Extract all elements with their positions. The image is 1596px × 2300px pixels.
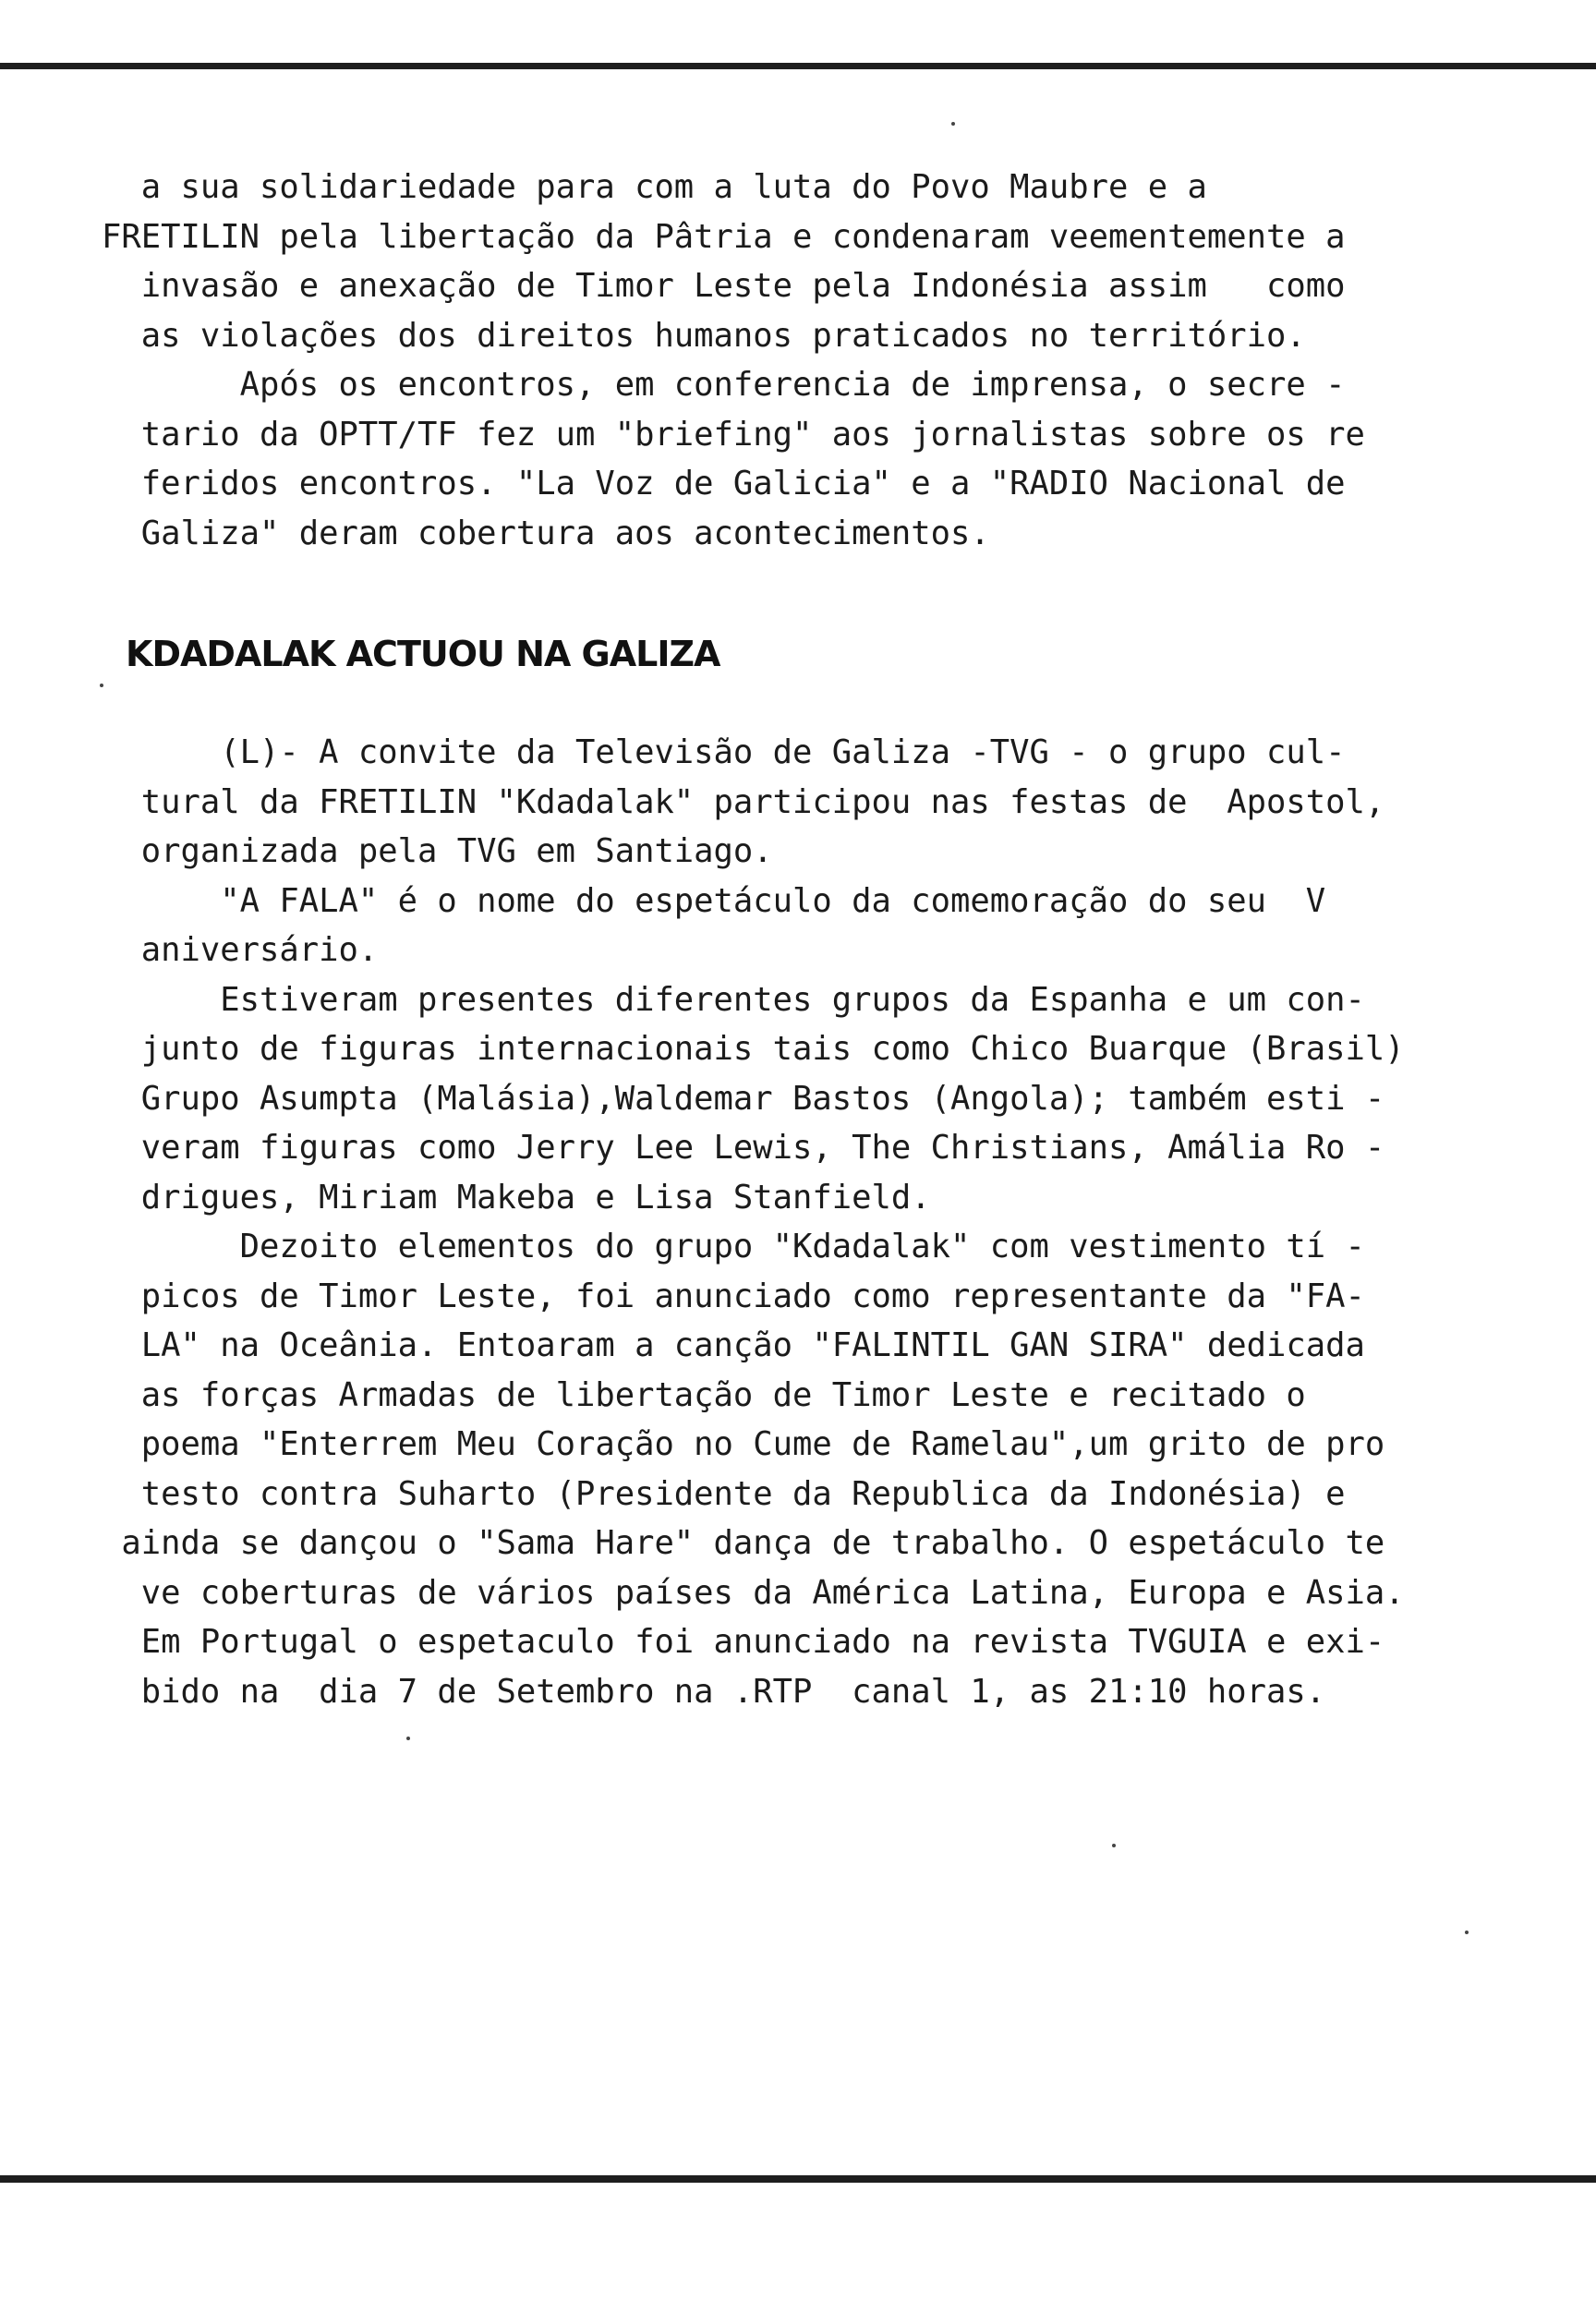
intro-paragraph — [102, 163, 1505, 558]
text-line: poema "Enterrem Meu Coração no Cume de Ramelau",um grito de pro — [102, 1425, 1385, 1463]
text-line: Dezoito elementos do grupo "Kdadalak" com vestimento tí - — [102, 1228, 1365, 1265]
text-line: ve coberturas de vários países da América Latina, Europa e Asia. — [102, 1573, 1405, 1612]
text-line: junto de figuras internacionais tais como Chico Buarque (Brasil) — [102, 1030, 1405, 1068]
text-line: picos de Timor Leste, foi anunciado como representante da "FA- — [102, 1277, 1365, 1315]
text-line: as violações dos direitos humanos praticados no território. — [102, 316, 1306, 355]
text-line: Grupo Asumpta (Malásia),Waldemar Bastos (Angola); também esti - — [102, 1079, 1385, 1118]
top-border-rule — [0, 63, 1596, 69]
scan-speck — [1112, 1844, 1116, 1847]
text-line: drigues, Miriam Makeba e Lisa Stanfield. — [102, 1178, 931, 1217]
text-line: as forças Armadas de libertação de Timor Leste e recitado o — [102, 1375, 1306, 1414]
text-line: testo contra Suharto (Presidente da Republica da Indonésia) e — [102, 1474, 1346, 1513]
text-line: invasão e anexação de Timor Leste pela Indonésia assim como — [102, 267, 1346, 305]
bottom-border-rule — [0, 2175, 1596, 2183]
scan-speck — [1465, 1931, 1469, 1934]
text-line: ainda se dançou o "Sama Hare" dança de trabalho. O espetáculo te — [102, 1524, 1385, 1562]
text-line: a sua solidariedade para com a luta do Povo Maubre e a — [102, 168, 1207, 206]
text-line: (L)- A convite da Televisão de Galiza -TVG - o grupo cul- — [102, 733, 1346, 771]
text-line: Em Portugal o espetaculo foi anunciado na revista TVGUIA e exi- — [102, 1623, 1385, 1661]
text-line: "A FALA" é o nome do espetáculo da comemoração do seu V — [102, 881, 1326, 920]
text-line: veram figuras como Jerry Lee Lewis, The Christians, Amália Ro - — [102, 1129, 1385, 1167]
text-line: aniversário. — [102, 931, 379, 969]
text-line: organizada pela TVG em Santiago. — [102, 832, 773, 870]
text-line: Galiza" deram cobertura aos acontecimentos. — [102, 514, 990, 552]
scan-speck — [951, 122, 955, 126]
text-line: Após os encontros, em conferencia de imprensa, o secre - — [102, 366, 1346, 404]
text-line: LA" na Oceânia. Entoaram a canção "FALINTIL GAN SIRA" dedicada — [102, 1326, 1365, 1364]
text-line: FRETILIN pela libertação da Pâtria e condenaram veementemente a — [102, 217, 1346, 256]
article-heading: KDADALAK ACTUOU NA GALIZA — [126, 634, 720, 674]
scan-speck — [100, 684, 103, 687]
scan-speck — [406, 1737, 410, 1740]
text-line: bido na dia 7 de Setembro na .RTP canal 1, as 21:10 horas. — [102, 1672, 1326, 1711]
text-line: tural da FRETILIN "Kdadalak" participou nas festas de Apostol, — [102, 782, 1385, 821]
text-line: Estiveram presentes diferentes grupos da Espanha e um con- — [102, 980, 1365, 1019]
text-line: tario da OPTT/TF fez um "briefing" aos jornalistas sobre os re — [102, 415, 1365, 454]
text-line: feridos encontros. "La Voz de Galicia" e a "RADIO Nacional de — [102, 465, 1346, 502]
article-body — [102, 728, 1505, 1716]
